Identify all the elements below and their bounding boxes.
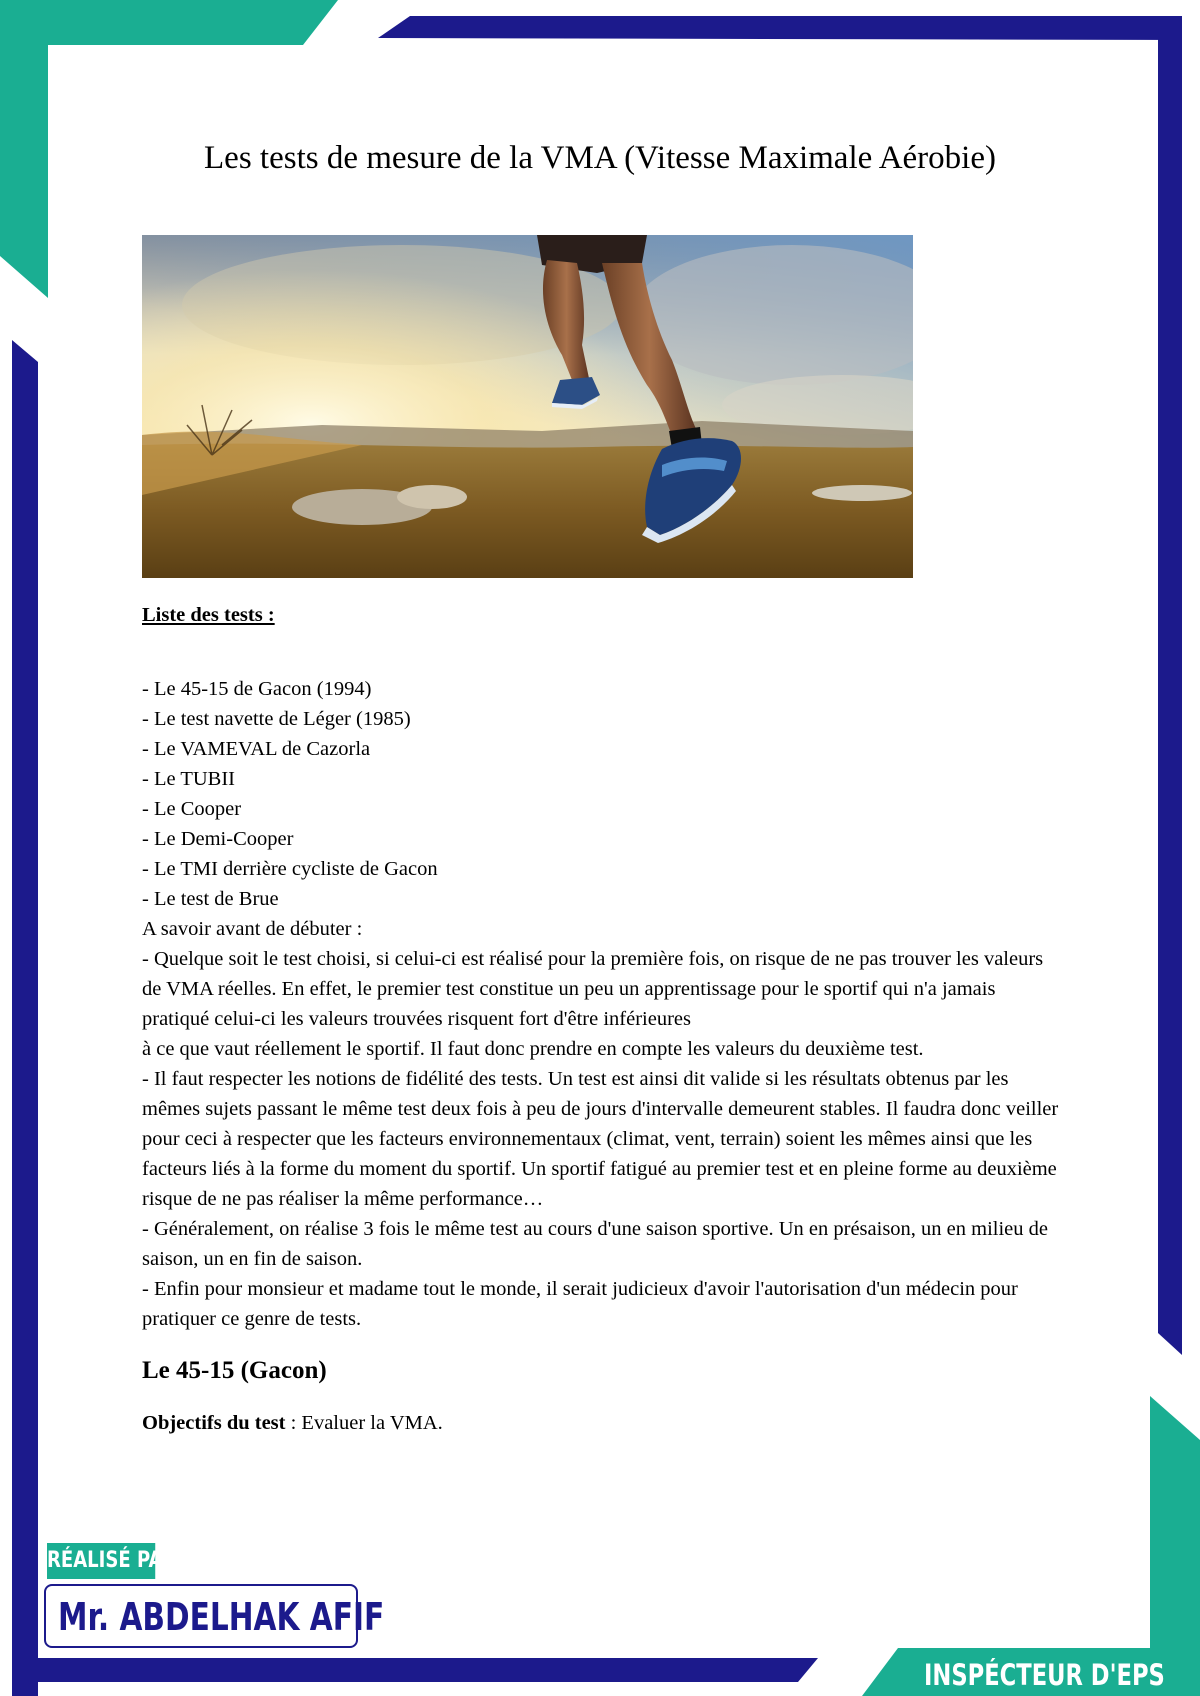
note-paragraph: - Quelque soit le test choisi, si celui-ci est réalisé pour la première fois, on risque de ne pas trouver les valeurs de VMA réelles. En effet, le premier test constitue un peu un apprentissage pour le sportif qui n'a jamais pratiqué celui-ci les valeurs trouvées risquent fort d'être inférieures (142, 948, 1044, 1030)
list-item: - Le test de Brue (142, 888, 279, 910)
page-title: Les tests de mesure de la VMA (Vitesse Maximale Aérobie) (204, 140, 996, 176)
list-item: - Le TMI derrière cycliste de Gacon (142, 858, 438, 880)
runner-photo (142, 235, 913, 578)
list-heading: Liste des tests : (142, 604, 275, 626)
list-item: - Le 45-15 de Gacon (1994) (142, 678, 372, 700)
navy-border-bottom (12, 1658, 818, 1682)
objectif-label: Objectifs du test (142, 1412, 286, 1434)
objectif-text: : Evaluer la VMA. (285, 1412, 443, 1434)
list-item: - Le Cooper (142, 798, 242, 820)
notes-heading: A savoir avant de débuter : (142, 918, 363, 940)
note-paragraph: - Il faut respecter les notions de fidélité des tests. Un test est ainsi dit valide si les résultats obtenus par les mêmes sujets passant le même test deux fois à peu de jours d'intervalle demeurent stables. Il faudra donc veiller pour ceci à respecter que les facteurs environnementaux (climat, vent, terrain) soient les mêmes ainsi que les facteurs liés à la forme du moment du sportif. Un sportif fatigué au premier test et en pleine forme au deuxième risque de ne pas réaliser la même performance… (142, 1068, 1059, 1210)
list-item: - Le TUBII (142, 768, 235, 790)
list-item: - Le Demi-Cooper (142, 828, 294, 850)
note-paragraph: à ce que vaut réellement le sportif. Il faut donc prendre en compte les valeurs du deuxième test. (142, 1038, 924, 1060)
document-body (142, 600, 1062, 1438)
credit-name: Mr. ABDELHAK AFIF (58, 1595, 385, 1639)
objectif-line (142, 1408, 1062, 1438)
runner-legs-photo (142, 235, 913, 578)
author-role: INSPÉCTEUR D'EPS (924, 1658, 1165, 1692)
section-title: Le 45-15 (Gacon) (142, 1357, 327, 1384)
teal-corner-bottom-right (862, 1396, 1200, 1696)
note-paragraph: - Enfin pour monsieur et madame tout le monde, il serait judicieux d'avoir l'autorisation d'un médecin pour pratiquer ce genre de tests. (142, 1278, 1018, 1330)
navy-border-right (1158, 16, 1182, 1355)
credit-tag: RÉALISÉ PAR (47, 1543, 155, 1579)
navy-border-top (378, 16, 1182, 40)
list-item: - Le VAMEVAL de Cazorla (142, 738, 371, 760)
navy-border-left (12, 340, 38, 1696)
tests-list (142, 674, 1062, 914)
list-item: - Le test navette de Léger (1985) (142, 708, 411, 730)
note-paragraph: - Généralement, on réalise 3 fois le même test au cours d'une saison sportive. Un en présaison, un en milieu de saison, un en fin de saison. (142, 1218, 1049, 1270)
